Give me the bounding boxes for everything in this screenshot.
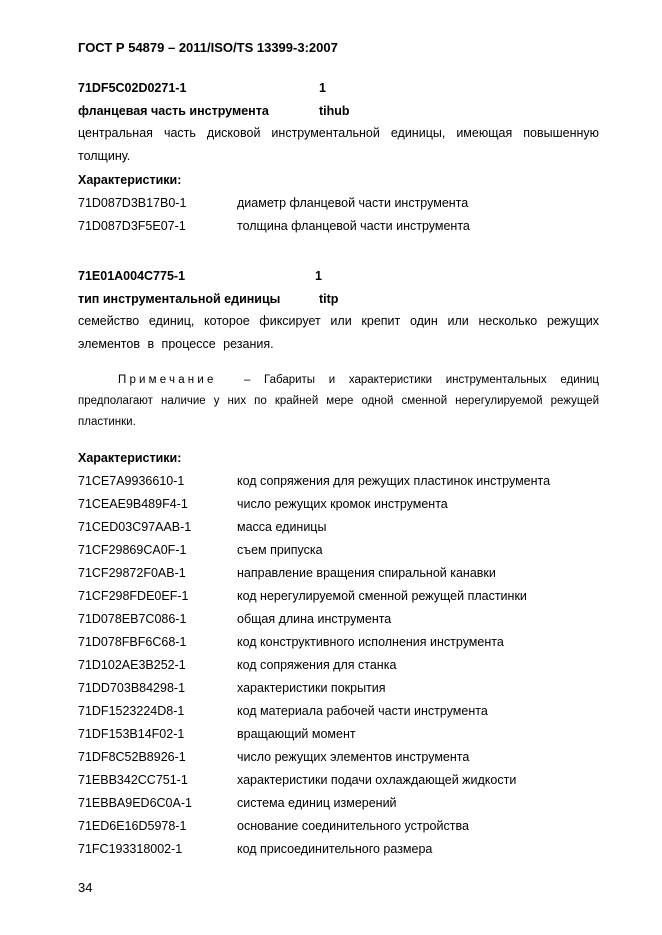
characteristic-code: 71CF29869CA0F-1 — [78, 543, 187, 557]
entry-version: 1 — [315, 269, 322, 283]
characteristic-code: 71D087D3B17B0-1 — [78, 196, 187, 210]
entry-code: 71E01A004C775-1 — [78, 269, 186, 283]
entry-version: 1 — [319, 81, 326, 95]
characteristic-code: 71CF298FDE0EF-1 — [78, 589, 189, 603]
characteristic-code: 71D078EB7C086-1 — [78, 612, 187, 626]
characteristics-heading: Характеристики: — [78, 173, 182, 187]
entry-symbol: tihub — [319, 104, 350, 118]
entry-definition: центральная часть дисковой инструментальной единицы, имеющая повышенную толщину. — [78, 126, 599, 163]
document-header: ГОСТ Р 54879 – 2011/ISO/TS 13399-3:2007 — [78, 40, 338, 55]
characteristic-desc: вращающий момент — [237, 727, 356, 741]
characteristic-desc: съем припуска — [237, 543, 323, 557]
note-block — [78, 370, 599, 433]
characteristic-desc: диаметр фланцевой части инструмента — [237, 196, 469, 210]
page-number: 34 — [78, 880, 93, 895]
entry-code: 71DF5C02D0271-1 — [78, 81, 187, 95]
characteristic-desc: код конструктивного исполнения инструмента — [237, 635, 504, 649]
note-label: Примечание — [118, 374, 217, 386]
characteristic-code: 71CE7A9936610-1 — [78, 474, 185, 488]
characteristic-code: 71D102AE3B252-1 — [78, 658, 186, 672]
characteristic-code: 71DF1523224D8-1 — [78, 704, 185, 718]
characteristic-desc: число режущих кромок инструмента — [237, 497, 448, 511]
characteristic-desc: направление вращения спиральной канавки — [237, 566, 496, 580]
entry-symbol: titp — [319, 292, 339, 306]
characteristic-desc: код сопряжения для станка — [237, 658, 397, 672]
characteristic-code: 71CF29872F0AB-1 — [78, 566, 186, 580]
characteristic-code: 71CED03C97AAB-1 — [78, 520, 192, 534]
characteristic-code: 71DD703B84298-1 — [78, 681, 186, 695]
characteristic-code: 71CEAE9B489F4-1 — [78, 497, 188, 511]
characteristic-code: 71FC193318002-1 — [78, 842, 183, 856]
characteristic-desc: характеристики подачи охлаждающей жидкости — [237, 773, 517, 787]
characteristic-code: 71EBBA9ED6C0A-1 — [78, 796, 192, 810]
characteristic-desc: код нерегулируемой сменной режущей пластинки — [237, 589, 527, 603]
characteristic-desc: основание соединительного устройства — [237, 819, 469, 833]
entry-name: фланцевая часть инструмента — [78, 104, 269, 118]
characteristic-desc: общая длина инструмента — [237, 612, 392, 626]
characteristic-desc: толщина фланцевой части инструмента — [237, 219, 470, 233]
characteristic-desc: масса единицы — [237, 520, 327, 534]
characteristic-desc: система единиц измерений — [237, 796, 397, 810]
note-text: – Габариты и характеристики инструментальных единиц предполагают наличие у них по крайней мере одной сменной нерегулируемой режущей пластинки. — [78, 374, 599, 428]
characteristic-code: 71ED6E16D5978-1 — [78, 819, 187, 833]
characteristics-heading: Характеристики: — [78, 451, 182, 465]
characteristic-desc: код сопряжения для режущих пластинок инструмента — [237, 474, 551, 488]
entry-definition: семейство единиц, которое фиксирует или крепит один или несколько режущих элементов в процессе резания. — [78, 314, 599, 351]
characteristic-code: 71DF8C52B8926-1 — [78, 750, 186, 764]
characteristic-desc: код присоединительного размера — [237, 842, 433, 856]
entry-name: тип инструментальной единицы — [78, 292, 281, 306]
characteristic-desc: характеристики покрытия — [237, 681, 386, 695]
characteristic-desc: код материала рабочей части инструмента — [237, 704, 488, 718]
characteristic-desc: число режущих элементов инструмента — [237, 750, 470, 764]
characteristic-code: 71D078FBF6C68-1 — [78, 635, 187, 649]
characteristic-code: 71EBB342CC751-1 — [78, 773, 188, 787]
characteristic-code: 71DF153B14F02-1 — [78, 727, 185, 741]
characteristic-code: 71D087D3F5E07-1 — [78, 219, 186, 233]
